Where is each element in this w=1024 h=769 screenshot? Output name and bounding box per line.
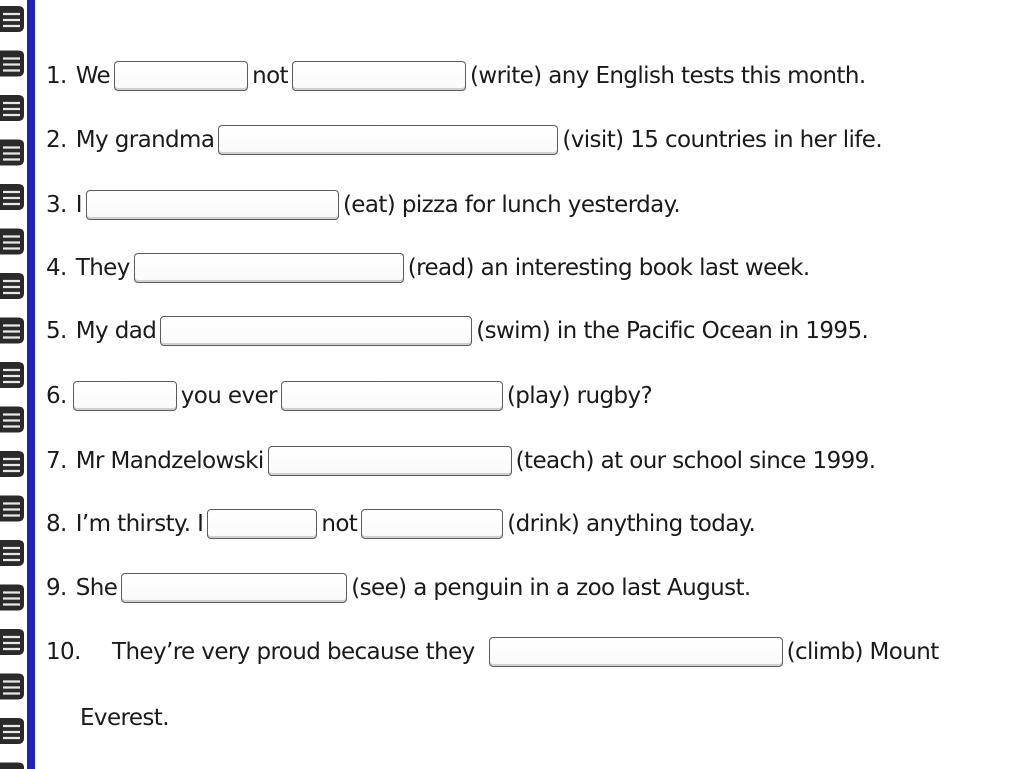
item-text: She — [75, 575, 118, 601]
item-text: (write) any English tests this month. — [469, 63, 866, 89]
item-text: We — [75, 63, 111, 89]
item-number: 3. — [46, 192, 67, 218]
answer-blank-5[interactable] — [160, 316, 472, 346]
spiral-ring-icon — [0, 407, 24, 433]
item-number: 10. — [46, 639, 81, 665]
item-number: 2. — [46, 127, 67, 153]
item-text: Everest. — [80, 705, 169, 731]
notebook-spiral-binding — [0, 0, 28, 769]
exercise-item-3 — [46, 187, 680, 223]
item-text: I’m thirsty. I — [75, 511, 204, 537]
exercise-item-7 — [46, 443, 875, 479]
spiral-ring-icon — [0, 718, 24, 744]
item-text: not — [252, 63, 288, 89]
spiral-ring-icon — [0, 318, 24, 344]
exercise-item-4 — [46, 250, 810, 286]
exercise-item-2 — [46, 122, 882, 158]
answer-blank-8b[interactable] — [361, 509, 503, 539]
item-text: (teach) at our school since 1999. — [515, 448, 876, 474]
item-number: 5. — [46, 318, 67, 344]
exercise-item-8 — [46, 506, 755, 542]
exercise-item-10 — [46, 634, 939, 670]
spiral-ring-icon — [0, 95, 24, 121]
item-text: They — [75, 255, 130, 281]
answer-blank-6a[interactable] — [73, 381, 177, 411]
exercise-item-1 — [46, 58, 866, 94]
spiral-ring-icon — [0, 585, 24, 611]
answer-blank-3[interactable] — [86, 190, 339, 220]
spiral-ring-icon — [0, 51, 24, 77]
item-text: (climb) Mount — [786, 639, 939, 665]
exercise-item-5 — [46, 313, 868, 349]
item-text: They’re very proud because they — [112, 639, 475, 665]
item-text: not — [321, 511, 358, 537]
item-text: (visit) 15 countries in her life. — [562, 127, 883, 153]
exercise-item-9 — [46, 570, 751, 606]
exercise-item-10-continuation — [80, 700, 169, 736]
answer-blank-9[interactable] — [121, 573, 347, 603]
exercise-item-6 — [46, 378, 652, 414]
item-text: you ever — [180, 383, 277, 409]
answer-blank-7[interactable] — [268, 446, 512, 476]
spiral-ring-icon — [0, 140, 24, 166]
spiral-ring-icon — [0, 496, 24, 522]
spiral-ring-icon — [0, 629, 24, 655]
item-text: (drink) anything today. — [507, 511, 756, 537]
answer-blank-10[interactable] — [489, 637, 783, 667]
answer-blank-1b[interactable] — [292, 61, 466, 91]
answer-blank-8a[interactable] — [207, 509, 317, 539]
answer-blank-1a[interactable] — [114, 61, 248, 91]
item-number: 7. — [46, 448, 67, 474]
spiral-ring-icon — [0, 6, 24, 32]
item-text: I — [75, 192, 82, 218]
item-text: (swim) in the Pacific Ocean in 1995. — [476, 318, 869, 344]
item-text: (read) an interesting book last week. — [407, 255, 810, 281]
spiral-ring-icon — [0, 763, 24, 769]
item-text: My dad — [75, 318, 157, 344]
spiral-ring-icon — [0, 540, 24, 566]
item-text: (eat) pizza for lunch yesterday. — [342, 192, 681, 218]
item-text: My grandma — [75, 127, 215, 153]
item-number: 9. — [46, 575, 67, 601]
item-text: (see) a penguin in a zoo last August. — [351, 575, 751, 601]
spiral-ring-icon — [0, 451, 24, 477]
item-text: Mr Mandzelowski — [75, 448, 264, 474]
spiral-ring-icon — [0, 362, 24, 388]
spiral-ring-icon — [0, 674, 24, 700]
item-text: (play) rugby? — [506, 383, 653, 409]
item-number: 4. — [46, 255, 67, 281]
spiral-ring-icon — [0, 184, 24, 210]
spiral-ring-icon — [0, 273, 24, 299]
answer-blank-6b[interactable] — [281, 381, 503, 411]
answer-blank-4[interactable] — [134, 253, 404, 283]
answer-blank-2[interactable] — [218, 125, 558, 155]
margin-line — [27, 0, 35, 769]
item-number: 8. — [46, 511, 67, 537]
item-number: 1. — [46, 63, 67, 89]
item-number: 6. — [46, 383, 67, 409]
spiral-ring-icon — [0, 229, 24, 255]
